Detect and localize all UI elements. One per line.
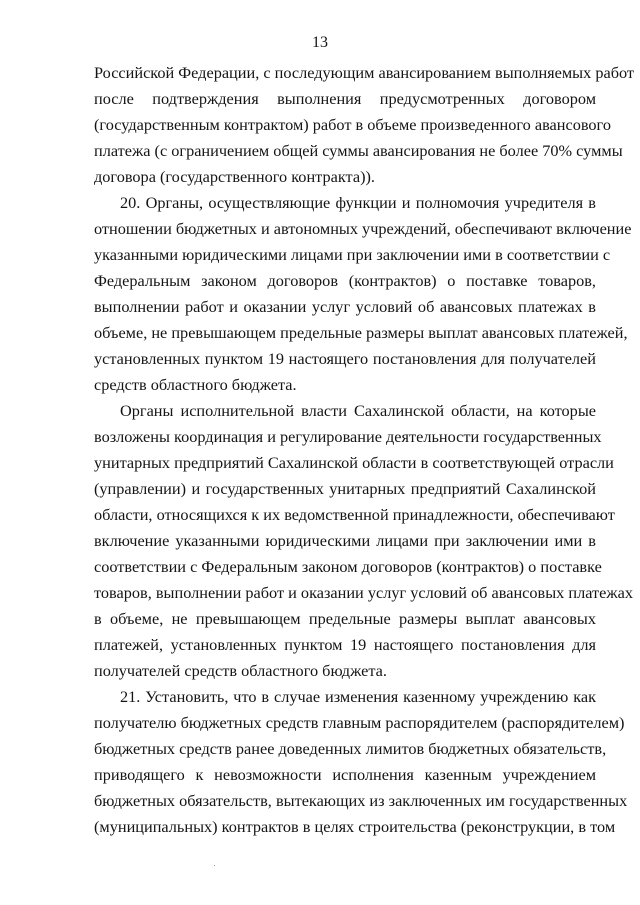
text-line: 21. Установить, что в случае изменения казенному учреждению как <box>120 687 596 706</box>
text-line: получателю бюджетных средств главным распорядителем (распорядителем) <box>94 713 625 732</box>
text-line: товаров, выполнении работ и оказании услуг условий об авансовых платежах <box>94 583 633 602</box>
text-line: унитарных предприятий Сахалинской области в соответствующей отрасли <box>94 453 614 472</box>
text-line: включение указанными юридическими лицами при заключении ими в <box>94 531 596 550</box>
text-line: после подтверждения выполнения предусмотренных договором <box>94 89 596 108</box>
text-line: (управлении) и государственных унитарных предприятий Сахалинской <box>94 479 596 498</box>
text-line: бюджетных средств ранее доведенных лимитов бюджетных обязательств, <box>94 739 607 758</box>
text-line: договора (государственного контракта)). <box>94 167 375 186</box>
text-line: Российской Федерации, с последующим авансированием выполняемых работ <box>94 63 635 82</box>
page-number: 13 <box>312 34 328 51</box>
scan-speck <box>214 865 215 866</box>
paragraph-21 <box>94 684 628 840</box>
text-line: выполнении работ и оказании услуг условий об авансовых платежах в <box>94 297 596 316</box>
text-line: в объеме, не превышающем предельные размеры выплат авансовых <box>94 609 596 628</box>
text-line: средств областного бюджета. <box>94 375 297 394</box>
text-line: возложены координация и регулирование деятельности государственных <box>94 427 602 446</box>
text-line: Федеральным законом договоров (контрактов) о поставке товаров, <box>94 271 596 290</box>
text-line: платежей, установленных пунктом 19 настоящего постановления для <box>94 635 596 654</box>
text-line: приводящего к невозможности исполнения казенным учреждением <box>94 765 596 784</box>
text-line: 20. Органы, осуществляющие функции и полномочия учредителя в <box>120 193 596 212</box>
text-line: бюджетных обязательств, вытекающих из заключенных им государственных <box>94 791 628 810</box>
document-body <box>94 60 635 840</box>
text-line: получателей средств областного бюджета. <box>94 661 387 680</box>
text-line: объеме, не превышающем предельные размеры выплат авансовых платежей, <box>94 323 628 342</box>
text-line: (муниципальных) контрактов в целях строительства (реконструкции, в том <box>94 817 616 836</box>
paragraph-20 <box>94 190 632 398</box>
text-line: области, относящихся к их ведомственной принадлежности, обеспечивают <box>94 505 615 524</box>
text-line: Органы исполнительной власти Сахалинской области, на которые <box>120 401 596 420</box>
text-line: отношении бюджетных и автономных учреждений, обеспечивают включение <box>94 219 632 238</box>
text-line: установленных пунктом 19 настоящего постановления для получателей <box>94 349 596 368</box>
paragraph-continuation <box>94 60 635 190</box>
text-line: (государственным контрактом) работ в объеме произведенного авансового <box>94 115 611 134</box>
text-line: платежа (с ограничением общей суммы авансирования не более 70% суммы <box>94 141 623 160</box>
paragraph-20-organs <box>94 398 633 684</box>
text-line: указанными юридическими лицами при заключении ими в соответствии с <box>94 245 611 264</box>
text-line: соответствии с Федеральным законом договоров (контрактов) о поставке <box>94 557 602 576</box>
